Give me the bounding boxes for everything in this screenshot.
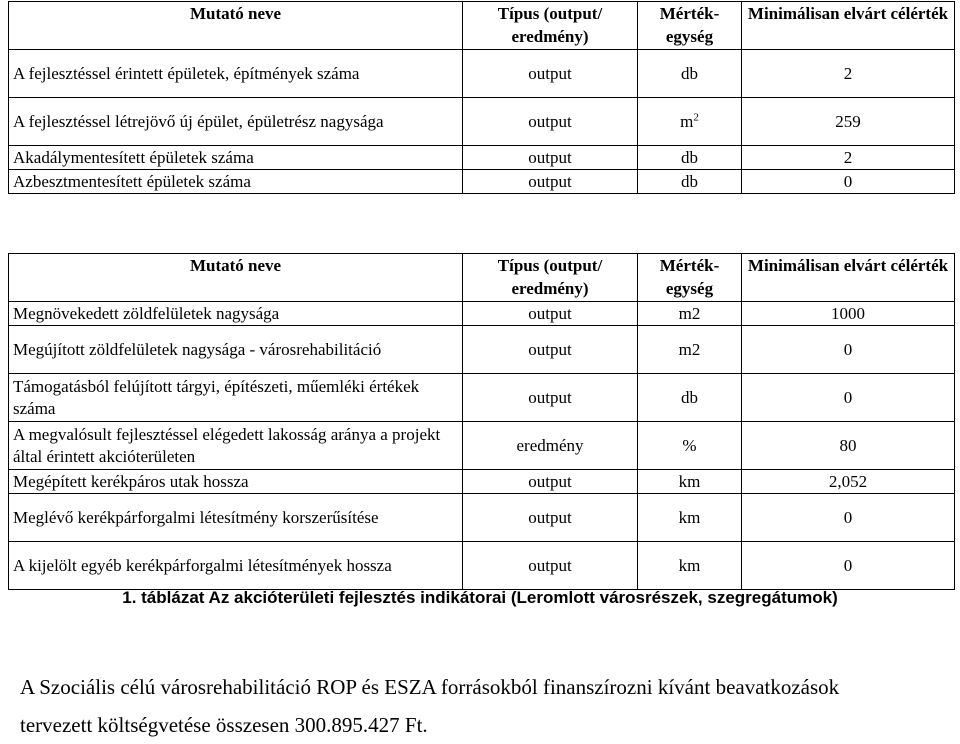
indicator-name: A fejlesztéssel létrejövő új épület, épületrész nagysága — [9, 98, 463, 146]
indicator-name: Akadálymentesített épületek száma — [9, 146, 463, 170]
indicator-target: 259 — [742, 98, 955, 146]
header-type: Típus (output/ eredmény) — [463, 2, 638, 50]
table-row — [9, 422, 955, 470]
table-header-row — [9, 254, 955, 302]
indicator-type: output — [463, 302, 638, 326]
table-row — [9, 302, 955, 326]
indicator-type: output — [463, 146, 638, 170]
header-type: Típus (output/ eredmény) — [463, 254, 638, 302]
table-row — [9, 542, 955, 590]
indicator-unit: km — [638, 494, 742, 542]
indicator-name: Megépített kerékpáros utak hossza — [9, 470, 463, 494]
indicator-target: 2 — [742, 50, 955, 98]
indicator-target: 2,052 — [742, 470, 955, 494]
indicator-target: 0 — [742, 326, 955, 374]
table-caption: 1. táblázat Az akcióterületi fejlesztés indikátorai (Leromlott városrészek, szegregátumok) — [122, 588, 838, 607]
header-name: Mutató neve — [9, 254, 463, 302]
indicator-target: 0 — [742, 374, 955, 422]
indicator-unit: db — [638, 374, 742, 422]
budget-paragraph-line-2: tervezett költségvetése összesen 300.895.427 Ft. — [20, 713, 428, 737]
indicator-unit: % — [638, 422, 742, 470]
indicator-type: output — [463, 374, 638, 422]
indicator-unit: db — [638, 146, 742, 170]
indicator-target: 0 — [742, 542, 955, 590]
indicator-unit: m2 — [638, 326, 742, 374]
header-unit: Mérték-egység — [638, 254, 742, 302]
indicator-type: output — [463, 470, 638, 494]
indicator-name: A megvalósult fejlesztéssel elégedett lakosság aránya a projekt által érintett akcióterületen — [9, 422, 463, 470]
table-row — [9, 50, 955, 98]
indicator-name: Megnövekedett zöldfelületek nagysága — [9, 302, 463, 326]
indicator-unit: db — [638, 50, 742, 98]
indicator-table-2 — [8, 253, 955, 590]
budget-paragraph-line-1: A Szociális célú városrehabilitáció ROP és ESZA forrásokból finanszírozni kívánt beavatkozások — [20, 675, 840, 699]
indicator-name: Azbesztmentesített épületek száma — [9, 170, 463, 194]
indicator-type: eredmény — [463, 422, 638, 470]
indicator-unit — [638, 98, 742, 146]
header-target: Minimálisan elvárt célérték — [742, 2, 955, 50]
unit-superscript: 2 — [693, 110, 699, 123]
indicator-name: Meglévő kerékpárforgalmi létesítmény korszerűsítése — [9, 494, 463, 542]
table-row — [9, 146, 955, 170]
indicator-name: Megújított zöldfelületek nagysága - városrehabilitáció — [9, 326, 463, 374]
indicator-type: output — [463, 542, 638, 590]
indicator-target: 1000 — [742, 302, 955, 326]
indicator-target: 2 — [742, 146, 955, 170]
unit-base: m — [680, 111, 694, 131]
indicator-unit: m2 — [638, 302, 742, 326]
table-row — [9, 170, 955, 194]
table-row — [9, 470, 955, 494]
indicator-type: output — [463, 170, 638, 194]
indicator-target: 0 — [742, 170, 955, 194]
header-unit: Mérték-egység — [638, 2, 742, 50]
indicator-unit: km — [638, 470, 742, 494]
indicator-target: 80 — [742, 422, 955, 470]
table-row — [9, 326, 955, 374]
indicator-name: Támogatásból felújított tárgyi, építészeti, műemléki értékek száma — [9, 374, 463, 422]
indicator-type: output — [463, 326, 638, 374]
table-header-row — [9, 2, 955, 50]
indicator-type: output — [463, 494, 638, 542]
table-row — [9, 374, 955, 422]
indicator-type: output — [463, 50, 638, 98]
table-row — [9, 98, 955, 146]
header-target: Minimálisan elvárt célérték — [742, 254, 955, 302]
header-name: Mutató neve — [9, 2, 463, 50]
indicator-table-1 — [8, 1, 955, 194]
indicator-name: A fejlesztéssel érintett épületek, építmények száma — [9, 50, 463, 98]
indicator-unit: db — [638, 170, 742, 194]
indicator-target: 0 — [742, 494, 955, 542]
indicator-name: A kijelölt egyéb kerékpárforgalmi létesítmények hossza — [9, 542, 463, 590]
indicator-unit: km — [638, 542, 742, 590]
table-row — [9, 494, 955, 542]
indicator-type: output — [463, 98, 638, 146]
